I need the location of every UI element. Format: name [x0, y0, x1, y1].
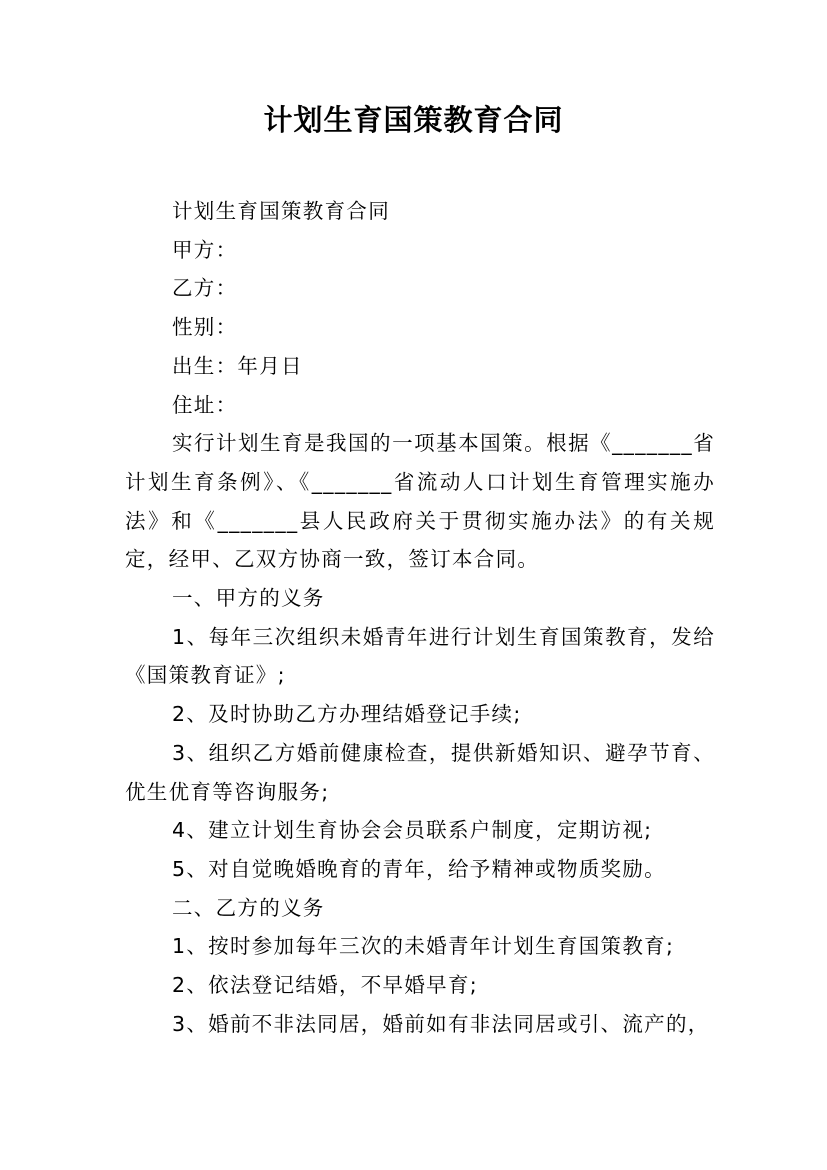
party-a-duty-4: 4、建立计划生育协会会员联系户制度，定期访视; [172, 818, 653, 843]
paragraph-party-a: 甲方： [172, 237, 238, 262]
document-body [125, 192, 715, 1043]
paragraph-subtitle: 计划生育国策教育合同 [172, 199, 390, 223]
party-a-duty-1: 1、每年三次组织未婚青年进行计划生育国策教育，发给《国策教育证》; [125, 624, 715, 688]
paragraph-gender: 性别： [172, 315, 238, 340]
party-b-duty-2: 2、依法登记结婚，不早婚早育; [172, 973, 478, 998]
paragraph-birth: 出生：年月日 [172, 353, 303, 378]
party-a-duty-3: 3、组织乙方婚前健康检查，提供新婚知识、避孕节育、优生优育等咨询服务; [125, 740, 715, 804]
document-title: 计划生育国策教育合同 [263, 103, 564, 137]
paragraph-party-b: 乙方： [172, 276, 238, 301]
party-b-duty-1: 1、按时参加每年三次的未婚青年计划生育国策教育; [172, 934, 675, 959]
paragraph-preamble: 实行计划生育是我国的一项基本国策。根据《_______省计划生育条例》、《_______省流动人口计划生育管理实施办法》和《_______县人民政府关于贯彻实施办法》的有关规定，经甲、乙双方协商一致，签订本合同。 [125, 431, 715, 572]
section-heading-party-a-duties: 一、甲方的义务 [172, 586, 325, 611]
paragraph-address: 住址： [172, 392, 238, 417]
party-b-duty-3: 3、婚前不非法同居，婚前如有非法同居或引、流产的， [172, 1011, 710, 1036]
party-a-duty-5: 5、对自觉晚婚晚育的青年，给予精神或物质奖励。 [172, 856, 666, 881]
section-heading-party-b-duties: 二、乙方的义务 [172, 895, 325, 920]
party-a-duty-2: 2、及时协助乙方办理结婚登记手续; [172, 702, 522, 727]
